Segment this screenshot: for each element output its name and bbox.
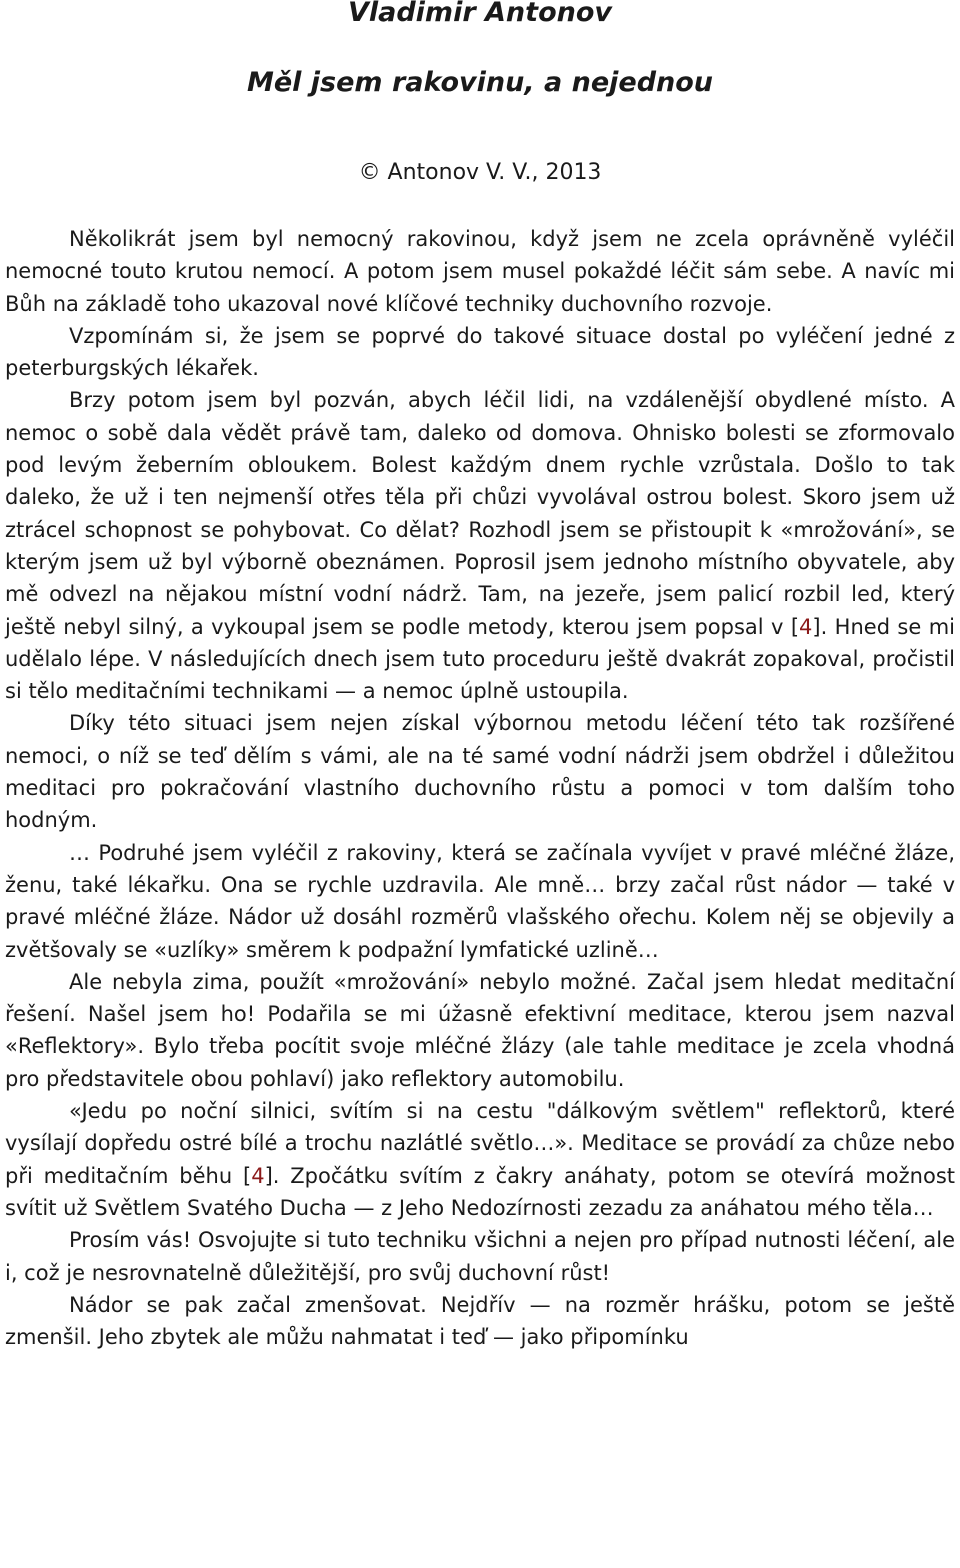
paragraph-9: Nádor se pak začal zmenšovat. Nejdřív — na rozměr hrášku, potom se ještě zmenšil. Jeho zbytek ale můžu nahmatat i teď — jako připomínku [5, 1292, 955, 1350]
paragraph-5: … Podruhé jsem vyléčil z rakoviny, která se začínala vyvíjet v pravé mléčné žláze, ženu, také lékařku. Ona se rychle uzdravila. Ale mně… brzy začal růst nádor — také v pravé mléčné žláze. Nádor už dosáhl rozměrů vlašského ořechu. Kolem něj se objevily a zvětšovaly se «uzlíky» směrem k podpažní lymfatické uzlině… [5, 840, 955, 962]
paragraph-1: Několikrát jsem byl nemocný rakovinou, když jsem ne zcela oprávněně vyléčil nemocné touto krutou nemocí. A potom jsem musel pokaždé léčit sám sebe. A navíc mi Bůh na základě toho ukazoval nové klíčové techniky duchovního rozvoje. [5, 227, 955, 316]
paragraph-2: Vzpomínám si, že jsem se poprvé do takové situace dostal po vyléčení jedné z peterburgských lékařek. [5, 323, 955, 381]
article-title: Měl jsem rakovinu, a nejednou [246, 67, 714, 98]
paragraph-7 [5, 1095, 955, 1224]
author-name: Vladimir Antonov [347, 0, 612, 28]
paragraph-7-text-b: ]. Zpočátku svítím z čakry anáhaty, potom se otevírá možnost svítit už Světlem Svatého Ducha — z Jeho Nedozírnosti zezadu za anáhatou mého těla… [5, 1163, 955, 1220]
paragraph-8: Prosím vás! Osvojujte si tuto techniku všichni a nejen pro případ nutnosti léčení, ale i, což je nesrovnatelně důležitější, pro svůj duchovní růst! [5, 1228, 955, 1285]
paragraph-4: Díky této situaci jsem nejen získal výbornou metodu léčení této tak rozšířené nemoci, o níž se teď dělím s vámi, ale na té samé vodní nádrži jsem obdržel i důležitou meditaci pro pokračování vlastního duchovního růstu a pomoci v tom dalším toho hodným. [5, 711, 955, 833]
paragraph-7-text-a: «Jedu po noční silnici, svítím si na cestu "dálkovým světlem" reflektorů, které vysílají dopředu ostré bílé a trochu nazlátlé světlo…». Meditace se provádí za chůze nebo při meditačním běhu [ [5, 1099, 955, 1188]
paragraph-6: Ale nebyla zima, použít «mrožování» nebylo možné. Začal jsem hledat meditační řešení. Našel jsem ho! Podařila se mi úžasně efektivní meditace, kterou jsem nazval «Reflektory». Bylo třeba pocítit svoje mléčné žlázy (ale tahle meditace je zcela vhodná pro představitele obou pohlaví) jako reflektory automobilu. [5, 969, 955, 1091]
paragraph-3 [5, 384, 955, 707]
reference-link[interactable]: 4 [251, 1163, 265, 1188]
copyright-line: © Antonov V. V., 2013 [358, 160, 602, 185]
article-body [5, 223, 955, 1353]
paragraph-3-text-b: ]. Hned se mi udělalo lépe. V následujících dnech jsem tuto proceduru ještě dvakrát zopakoval, pročistil si tělo meditačními technikami — a nemoc úplně ustoupila. [5, 614, 955, 704]
reference-link[interactable]: 4 [799, 614, 813, 639]
paragraph-3-text-a: Brzy potom jsem byl pozván, abych léčil lidi, na vzdálenější obydlené místo. A nemoc o sobě dala vědět právě tam, daleko od domova. Ohnisko bolesti se zformovalo pod levým žeberním obloukem. Bolest každým dnem rychle vzrůstala. Došlo to tak daleko, že už i ten nejmenší otřes těla při chůzi vyvolával ostrou bolest. Skoro jsem už ztrácel schopnost se pohybovat. Co dělat? Rozhodl jsem se přistoupit k «mrožování», se kterým jsem už byl výborně obeznámen. Poprosil jsem jednoho místního obyvatele, aby mě odvezl na nějakou místní vodní nádrž. Tam, na jezeře, jsem palicí rozbil led, který ještě nebyl silný, a vykoupal jsem se podle metody, kterou jsem popsal v [ [5, 388, 955, 639]
